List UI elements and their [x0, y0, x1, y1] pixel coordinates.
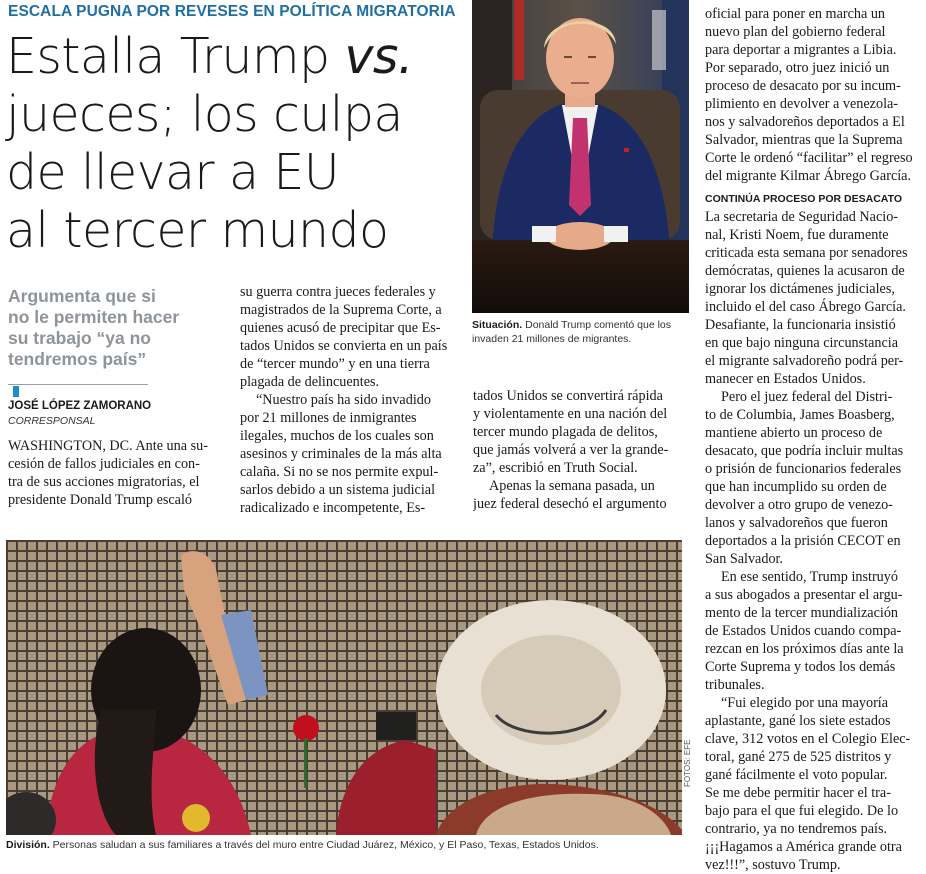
body-line: presidente Donald Trump escaló [8, 492, 193, 508]
body-line: magistrados de la Suprema Corte, a [240, 302, 442, 318]
body-line: tados Unidos se convierta en un país [240, 338, 448, 354]
body-line: Pero el juez federal del Distri- [721, 389, 893, 405]
body-line: juez federal desechó el argumento [473, 496, 667, 512]
body-line: radicalizado e incompetente, Es- [240, 500, 426, 516]
body-line: vez!!!”, sostuvo Trump. [705, 857, 841, 873]
headline [6, 28, 466, 260]
deck-line: no le permiten hacer [8, 307, 180, 327]
body-line: Apenas la semana pasada, un [489, 478, 655, 494]
body-line: plagada de delincuentes. [240, 374, 380, 390]
body-line: para deportar a migrantes a Libia. [705, 42, 897, 58]
body-line: toral, gané 275 de 525 distritos y [705, 749, 892, 765]
body-line: tercer mundo plagada de delitos, [473, 424, 658, 440]
deck-line: tendremos país” [8, 349, 147, 369]
photo-credit: FOTOS: EFE [683, 739, 692, 787]
headline-line-1 [6, 28, 466, 86]
body-line: ignorar los dictámenes judiciales, [705, 281, 895, 297]
body-line: proceso de desacato por su incum- [705, 78, 901, 94]
body-line: manecer en Estados Unidos. [705, 371, 866, 387]
body-line: rezcan en los próximos días ante la [705, 641, 904, 657]
caption-label: Situación. [472, 319, 523, 331]
body-line: ilegales, muchos de los cuales son [240, 428, 434, 444]
body-line: y violentamente en una nación del [473, 406, 668, 422]
body-line: Salvador, mientras que la Suprema [705, 132, 903, 148]
deck-line: su trabajo “ya no [8, 328, 151, 348]
body-line: Corte le ordenó “facilitar” el regreso [705, 150, 913, 166]
deck-line: Argumenta que si [8, 286, 156, 306]
body-line: “Fui elegido por una mayoría [721, 695, 889, 711]
body-line: deportados a la prisión CECOT en [705, 533, 901, 549]
caption-text: Donald Trump comentó que los [522, 319, 672, 331]
body-line: plimiento en devolver a venezola- [705, 96, 899, 112]
body-line: desacato, que podría incluir multas [705, 443, 904, 459]
body-line: to de Columbia, James Boasberg, [705, 407, 895, 423]
body-line: su guerra contra jueces federales y [240, 284, 436, 300]
body-line: En ese sentido, Trump instruyó [721, 569, 898, 585]
body-line: tados Unidos se convertirá rápida [473, 388, 663, 404]
body-line: de “tercer mundo” y en una tierra [240, 356, 430, 372]
portrait-caption-line-1 [472, 318, 692, 332]
body-line: bajo para el que fui elegido. De lo [705, 803, 899, 819]
caption-label: División. [6, 839, 50, 851]
border-wall-photo [6, 540, 682, 835]
body-line: “Nuestro país ha sido invadido [256, 392, 431, 408]
body-line: Corte Suprema y todos los demás [705, 659, 896, 675]
headline-vs: vs. [344, 28, 413, 85]
body-line: que jamás volverá a ver la grande- [473, 442, 669, 458]
border-wall-illustration [6, 540, 682, 835]
body-line: lanos y salvadoreños que fueron [705, 515, 888, 531]
body-line: Por separado, otro juez inició un [705, 60, 890, 76]
body-line: de Estados Unidos cuando compa- [705, 623, 902, 639]
body-line: o prisión de funcionarios federales [705, 461, 902, 477]
body-line: tribunales. [705, 677, 765, 693]
wall-caption [6, 839, 599, 851]
body-line: nuevo plan del gobierno federal [705, 24, 886, 40]
body-line: nos y salvadoreños deportados a El [705, 114, 905, 130]
body-line: cesión de fallos judiciales en con- [8, 456, 200, 472]
body-line: criticada esta semana por senadores [705, 245, 908, 261]
body-line: por 21 millones de inmigrantes [240, 410, 417, 426]
headline-line-4: al tercer mundo [6, 202, 389, 259]
byline-role: CORRESPONSAL [8, 415, 96, 427]
body-line: sarlos debido a un sistema judicial [240, 482, 436, 498]
body-line: a sus abogados a presentar el argu- [705, 587, 903, 603]
body-line: mantiene abierto un proceso de [705, 425, 883, 441]
body-line: contrario, ya no tendremos país. [705, 821, 888, 837]
section-kicker: ESCALA PUGNA POR REVESES EN POLÍTICA MIGRATORIA [8, 3, 456, 20]
portrait-photo [472, 0, 689, 313]
headline-line-1-text: Estalla Trump [6, 28, 345, 85]
body-line: oficial para poner en marcha un [705, 6, 886, 22]
headline-line-2: jueces; los culpa [6, 86, 403, 143]
caption-text: Personas saludan a sus familiares a través del muro entre Ciudad Juárez, México, y El Paso, Texas, Estados Unidos. [49, 839, 599, 851]
body-line: gané fácilmente el voto popular. [705, 767, 888, 783]
article-column-3 [473, 387, 688, 513]
body-line: clave, 312 votos en el Colegio Elec- [705, 731, 911, 747]
portrait-caption [472, 318, 692, 346]
headline-line-3: de llevar a EU [6, 144, 339, 201]
deck [8, 286, 228, 370]
portrait-caption-line-2: invaden 21 millones de migrantes. [472, 333, 632, 345]
body-line: za”, escribió en Truth Social. [473, 460, 638, 476]
body-line: en que bajo ninguna circunstancia [705, 335, 899, 351]
body-line: del migrante Kilmar Ábrego García. [705, 168, 912, 184]
article-column-1 [8, 437, 230, 509]
byline-author: JOSÉ LÓPEZ ZAMORANO [8, 400, 152, 412]
portrait-illustration [472, 0, 689, 313]
body-line: Desafiante, la funcionaria insistió [705, 317, 896, 333]
body-line: ¡¡¡Hagamos a América grande otra [705, 839, 902, 855]
subheading: CONTINÚA PROCESO POR DESACATO [705, 193, 902, 205]
body-line: quienes acusó de precipitar que Es- [240, 320, 441, 336]
article-column-2 [240, 283, 455, 517]
body-line: San Salvador. [705, 551, 784, 567]
byline-marker [13, 386, 19, 397]
body-line: demócratas, quienes la acusaron de [705, 263, 905, 279]
body-line: La secretaria de Seguridad Nacio- [705, 209, 899, 225]
body-line: el migrante salvadoreño podrá per- [705, 353, 904, 369]
body-line: Se me debe permitir hacer el tra- [705, 785, 891, 801]
body-line: aplastante, gané los siete estados [705, 713, 891, 729]
body-line: incluido el del caso Ábrego García. [705, 299, 906, 315]
body-line: que han incumplido su orden de [705, 479, 887, 495]
byline-rule [8, 384, 148, 385]
body-line: nal, Kristi Noem, fue duramente [705, 227, 889, 243]
article-column-4 [705, 5, 921, 874]
body-line: tra de sus acciones migratorias, el [8, 474, 200, 490]
body-line: asesinos y criminales de la más alta [240, 446, 442, 462]
body-line: mento de la tercer mundialización [705, 605, 899, 621]
body-line: calaña. Si no se nos permite expul- [240, 464, 439, 480]
body-line: WASHINGTON, DC. Ante una su- [8, 438, 208, 454]
body-line: devolver a otro grupo de venezo- [705, 497, 893, 513]
